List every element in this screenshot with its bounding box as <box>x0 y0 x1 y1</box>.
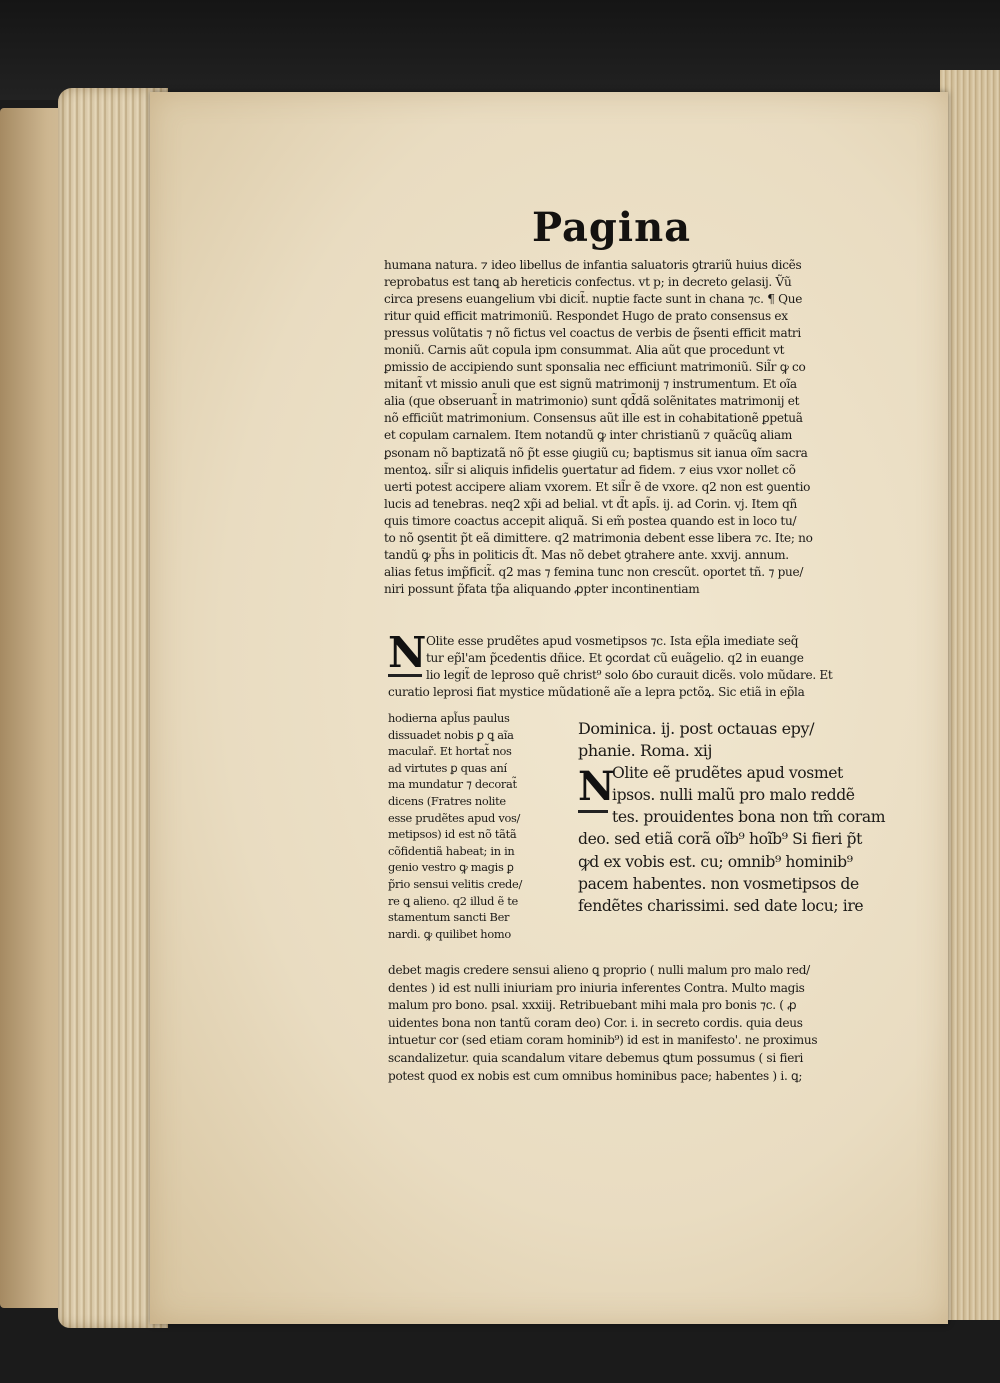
text-line: nardi. ꝙ quilibet homo <box>388 926 511 941</box>
text-line: ꝑmissio de accipiendo sunt sponsalia nec efficiunt matrimoniũ. Sil̃r ꝙ co <box>384 360 806 375</box>
text-line: ꝑsonam nõ baptizatã nõ p̃t esse ꝯiugiũ cu; baptismus sit ianua oĩm sacra <box>384 445 808 460</box>
text-line: nõ efficiũt matrimonium. Consensus aũt ille est in cohabitationẽ ꝑpetuã <box>384 411 803 426</box>
text-line: mitant̃ vt missio anuli que est signũ matrimonij ⁊ instrumentum. Et oĩa <box>384 377 797 392</box>
text-line: alias fetus imp̃ficit̃. q2 mas ⁊ femina tunc non crescũt. oportet tñ. ⁊ pue/ <box>384 564 804 579</box>
text-line: uerti potest accipere aliam vxorem. Et sil̃r ẽ de vxore. q2 non est ꝯuentio <box>384 479 811 494</box>
text-line: quis timore coactus accepit aliquã. Si em̃ postea quando est in loco tu/ <box>384 513 797 528</box>
lower-text-block <box>388 962 896 1085</box>
text-line: Dominica. ij. post octauas epy/ <box>578 719 815 738</box>
text-line: ritur quid efficit matrimoniũ. Respondet Hugo de prato consensus ex <box>384 309 788 324</box>
main-text-block <box>384 257 896 598</box>
text-line: scandalizetur. quia scandalum vitare debemus ꝗtum possumus ( si fieri <box>388 1050 804 1065</box>
text-line: lucis ad tenebras. neq2 xp̃i ad belial. vt d̃t apl̃s. ij. ad Corin. vj. Item qñ <box>384 496 798 511</box>
text-line: deo. sed etiã corã oĩb⁹ hoĩb⁹ Si fieri p̃t <box>578 830 863 849</box>
text-line: reprobatus est tanꝗ ab hereticis confectus. vt p; in decreto gelasij. Ṽũ <box>384 275 792 290</box>
text-line: ad virtutes ꝑ quas aní <box>388 760 507 775</box>
text-line: genio vestro ꝙ magis ꝑ <box>388 860 514 875</box>
text-line: fendẽtes charissimi. sed date locu; ire <box>578 896 864 915</box>
text-line: ꝙd ex vobis est. cu; omnib⁹ hominib⁹ <box>578 852 853 871</box>
text-line: metipsos) id est nõ tãtã <box>388 827 517 842</box>
drop-capital: N <box>388 628 427 677</box>
text-line: potest quod ex nobis est cum omnibus hominibus pace; habentes ) i. ꝗ; <box>388 1068 803 1083</box>
text-line: macular̃. Et hortat̃ nos <box>388 744 512 759</box>
left-column <box>388 710 568 942</box>
text-line: stamentum sancti Ber <box>388 910 510 925</box>
text-line: hodierna apl̃us paulus <box>388 711 510 725</box>
right-column <box>578 718 898 917</box>
lesson-lines <box>578 762 898 917</box>
text-line: uidentes bona non tantũ coram deo) Cor. i. in secreto cordis. quia deus <box>388 1015 803 1030</box>
text-line: dicens (Fratres nolite <box>388 793 506 808</box>
lesson-heading <box>578 718 898 762</box>
text-line: esse prudẽtes apud vos/ <box>388 810 521 825</box>
epistle-lines <box>388 628 893 701</box>
text-line: p̃rio sensui velitis crede/ <box>388 876 523 891</box>
text-line: Olite esse prudẽtes apud vosmetipsos ⁊c. Ista ep̃la imediate seq̃ <box>426 634 799 648</box>
right-page-edges <box>940 70 1000 1320</box>
drop-capital-right: N <box>578 768 608 813</box>
text-line: phanie. Roma. xij <box>578 741 713 761</box>
text-line: moniũ. Carnis aũt copula ipm consummat. Alia aũt que procedunt vt <box>384 343 785 358</box>
text-line: debet magis credere sensui alieno ꝗ proprio ( nulli malum pro malo red/ <box>388 963 810 977</box>
text-line: circa presens euangelium vbi dicit̃. nuptie facte sunt in chana ⁊c. ¶ Que <box>384 292 803 307</box>
text-line: niri possunt p̃fata tp̃a aliquando ꝓpter incontinentiam <box>384 581 700 596</box>
text-line: ma mundatur ⁊ decorat̃ <box>388 777 517 792</box>
text-line: alia (que obseruant̃ in matrimonio) sunt qd̃dã solẽnitates matrimonij et <box>384 394 800 409</box>
text-line: dissuadet nobis ꝑ ꝗ aĩa <box>388 727 514 742</box>
text-line: lio legit̃ de leproso quẽ christ⁹ solo ỽbo curauit dicẽs. volo mũdare. Et <box>426 668 833 683</box>
text-line: ipsos. nulli malũ pro malo reddẽ <box>612 786 855 805</box>
text-line: dentes ) id est nulli iniuriam pro iniuria inferentes Contra. Multo magis <box>388 980 805 995</box>
text-line: tandũ ꝙ ph̃s in politicis d̃t. Mas nõ debet ꝯtrahere ante. xxvij. annum. <box>384 547 789 562</box>
text-line: humana natura. ⁊ ideo libellus de infantia saluatoris ꝯtrariũ huius dicẽs <box>384 258 802 272</box>
text-line: et copulam carnalem. Item notandũ ꝙ inter christianũ ⁊ quãcũꝗ aliam <box>384 428 793 443</box>
page-heading: Pagina <box>532 204 692 251</box>
text-line: pacem habentes. non vosmetipsos de <box>578 874 859 893</box>
text-line: to nõ ꝯsentit p̃t eã dimittere. q2 matrimonia debent esse libera ⁊c. Ite; no <box>384 530 813 545</box>
text-line: curatio leprosi fiat mystice mũdationẽ aĩe a lepra pctõꝝ. Sic etiã in ep̃la <box>388 685 805 700</box>
text-line: mentoꝝ. sil̃r si aliquis infidelis ꝯuertatur ad fidem. ⁊ eius vxor nollet cõ <box>384 462 796 477</box>
background-top <box>0 0 1000 100</box>
text-line: Olite eẽ prudẽtes apud vosmet <box>612 764 843 783</box>
text-line: pressus volũtatis ⁊ nõ fictus vel coactus de verbis de p̃senti efficit matri <box>384 326 801 341</box>
text-line: cõfidentiã habeat; in in <box>388 843 515 858</box>
text-line: tes. prouidentes bona non tm̃ coram <box>612 808 886 827</box>
text-line: intuetur cor (sed etiam coram hominib⁹) id est in manifesto'. ne proximus <box>388 1033 818 1048</box>
text-line: re ꝗ alieno. q2 illud ẽ te <box>388 893 518 908</box>
text-line: tur ep̃l'am p̃cedentis dñice. Et ꝯcordat cũ euãgelio. q2 in euange <box>426 651 804 666</box>
epistle-paragraph <box>388 628 893 701</box>
text-line: malum pro bono. psal. xxxiij. Retribuebant mihi mala pro bonis ⁊c. ( ꝓ <box>388 998 797 1013</box>
